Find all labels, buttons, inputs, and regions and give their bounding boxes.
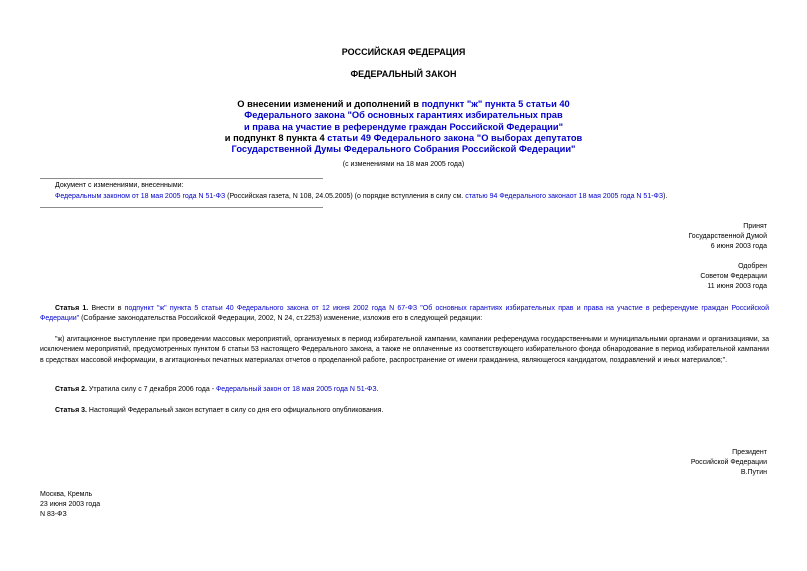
law-title bbox=[0, 99, 807, 155]
article-1-quote: "ж) агитационное выступление при проведении массовых мероприятий, организуемых в период избирательной кампании, кампании референдума государственными и муниципальными органами и организациями, за исключением мероприятий, предусмотренных пунктом 6 статьи 53 настоящего Федерального закона, а также не оплаченные из соответствующего избирательного фонда обнародование в период избирательной кампании в средствах массовой информации, в агитационных печатных материалах отчетов о проделанной работе, распространение от имени гражданина, являющегося кандидатом, поздравлений и иных материалов;". bbox=[40, 336, 769, 364]
bottom-divider bbox=[40, 207, 323, 208]
article-2-label: Статья 2. bbox=[55, 386, 87, 393]
article-2 bbox=[40, 385, 769, 395]
adopted-line-1: Принят bbox=[743, 223, 767, 230]
amend-text-1: (Российская газета, N 108, 24.05.2005) (о порядке вступления в силу см. bbox=[225, 193, 466, 200]
place-line-3: N 83-ФЗ bbox=[40, 511, 67, 518]
article-3 bbox=[40, 406, 769, 416]
signature-line-2: Российской Федерации bbox=[690, 459, 767, 466]
article-1 bbox=[40, 304, 769, 325]
adopted-line-2: Государственной Думой bbox=[688, 233, 767, 240]
place-line-2: 23 июня 2003 года bbox=[40, 501, 101, 508]
article-2-text-1: Утратила силу с 7 декабря 2006 года - bbox=[86, 386, 216, 393]
title-link-1[interactable]: подпункт "ж" пункта 5 статьи 40 bbox=[421, 99, 570, 109]
article-2-text-2: . bbox=[376, 386, 379, 393]
adopted-line-3: 6 июня 2003 года bbox=[710, 243, 767, 250]
place-line-1: Москва, Кремль bbox=[40, 491, 93, 498]
amend-line bbox=[55, 193, 667, 200]
amend-link-2[interactable]: статью 94 Федерального законаот 18 мая 2005 года N 51-ФЗ bbox=[465, 193, 664, 200]
signature-block bbox=[691, 448, 767, 478]
approved-block bbox=[700, 262, 767, 292]
title-line-4 bbox=[0, 133, 807, 144]
article-3-text-1: Настоящий Федеральный закон вступает в силу со дня его официального опубликования. bbox=[86, 407, 384, 414]
signature-line-1: Президент bbox=[732, 449, 767, 456]
top-divider bbox=[40, 178, 323, 179]
title-line-5[interactable]: Государственной Думы Федерального Собрания Российской Федерации" bbox=[231, 144, 576, 155]
article-3-label: Статья 3. bbox=[55, 407, 87, 414]
title-line-1-text: О внесении изменений и дополнений в bbox=[237, 99, 422, 109]
article-1-link[interactable]: подпункт "ж" пункта 5 статьи 40 Федерального закона от 12 июня 2002 года N 67-ФЗ "Об основных гарантиях избирательных прав и права на участие в референдуме граждан Российской Федерации" bbox=[40, 305, 769, 323]
title-link-2[interactable]: статьи 49 Федерального закона "О выборах депутатов bbox=[327, 132, 583, 143]
amended-note: (с изменениями на 18 мая 2005 года) bbox=[342, 161, 465, 168]
approved-line-3: 11 июня 2003 года bbox=[707, 283, 767, 290]
amend-heading: Документ с изменениями, внесенными: bbox=[55, 182, 184, 189]
country-heading: РОССИЙСКАЯ ФЕДЕРАЦИЯ bbox=[341, 47, 466, 57]
title-line-2[interactable]: Федерального закона "Об основных гарантиях избирательных прав bbox=[244, 110, 563, 121]
amend-link-1[interactable]: Федеральным законом от 18 мая 2005 года N 51-ФЗ bbox=[55, 193, 226, 200]
signature-line-3: В.Путин bbox=[740, 469, 767, 476]
article-1-text-1: Внести в bbox=[88, 305, 125, 312]
place-block bbox=[40, 490, 100, 520]
article-2-link[interactable]: Федеральный закон от 18 мая 2005 года N 51-ФЗ bbox=[215, 386, 377, 393]
title-line-4-text: и подпункт 8 пункта 4 bbox=[224, 132, 328, 143]
approved-line-2: Советом Федерации bbox=[700, 273, 767, 280]
article-1-label: Статья 1. bbox=[55, 305, 89, 312]
title-line-1 bbox=[0, 99, 807, 110]
title-line-3[interactable]: и права на участие в референдуме граждан Российской Федерации" bbox=[243, 121, 564, 132]
amend-text-2: ). bbox=[663, 193, 668, 200]
approved-line-1: Одобрен bbox=[738, 263, 767, 270]
article-1-text-2: (Собрание законодательства Российской Федерации, 2002, N 24, ст.2253) изменение, изложив его в следующей редакции: bbox=[79, 315, 483, 323]
adopted-block bbox=[688, 222, 767, 252]
law-type-heading: ФЕДЕРАЛЬНЫЙ ЗАКОН bbox=[350, 69, 457, 79]
